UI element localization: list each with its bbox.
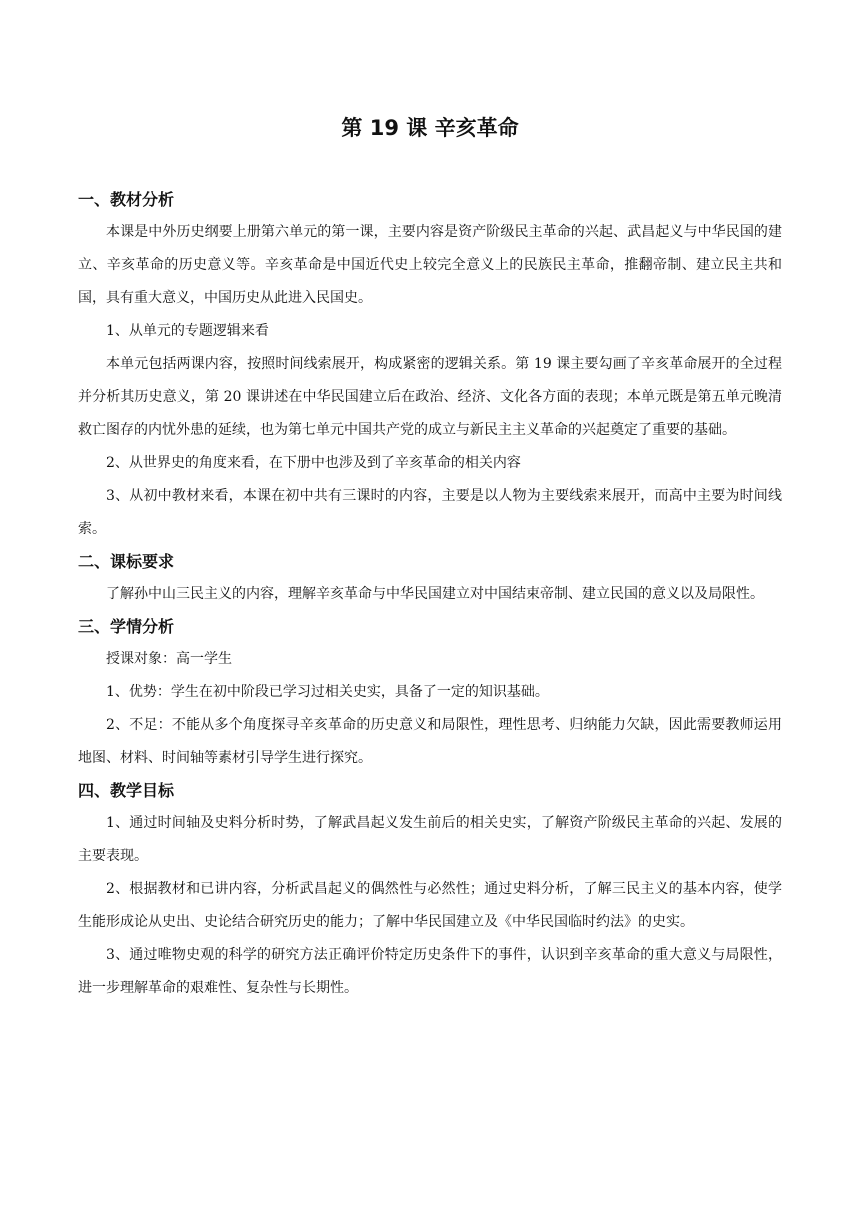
paragraph: 1、优势：学生在初中阶段已学习过相关史实，具备了一定的知识基础。 <box>106 684 549 700</box>
paragraph: 3、从初中教材来看，本课在初中共有三课时的内容，主要是以人物为主要线索来展开，而高中主要为时间线索。 <box>78 488 782 537</box>
section-textbook-analysis <box>78 184 782 546</box>
paragraph: 本课是中外历史纲要上册第六单元的第一课，主要内容是资产阶级民主革命的兴起、武昌起义与中华民国的建立、辛亥革命的历史意义等。辛亥革命是中国近代史上较完全意义上的民族民主革命，推翻帝制、建立民主共和国，具有重大意义，中国历史从此进入民国史。 <box>78 224 782 306</box>
paragraph: 2、根据教材和已讲内容，分析武昌起义的偶然性与必然性；通过史料分析，了解三民主义的基本内容，使学生能形成论从史出、史论结合研究历史的能力；了解中华民国建立及《中华民国临时约法》的史实。 <box>78 881 782 930</box>
section-heading: 二、课标要求 <box>78 552 175 571</box>
section-student-analysis <box>78 611 782 775</box>
section-heading: 一、教材分析 <box>78 190 175 209</box>
section-curriculum-requirements <box>78 546 782 611</box>
paragraph: 3、通过唯物史观的科学的研究方法正确评价特定历史条件下的事件，认识到辛亥革命的重大意义与局限性，进一步理解革命的艰难性、复杂性与长期性。 <box>78 947 782 996</box>
section-teaching-objectives <box>78 775 782 1005</box>
section-heading: 三、学情分析 <box>78 617 175 636</box>
paragraph: 授课对象：高一学生 <box>106 651 232 667</box>
page-title: 第 19 课 辛亥革命 <box>341 116 519 140</box>
paragraph: 1、通过时间轴及史料分析时势，了解武昌起义发生前后的相关史实，了解资产阶级民主革命的兴起、发展的主要表现。 <box>78 815 782 864</box>
document-body <box>78 184 782 1005</box>
paragraph: 本单元包括两课内容，按照时间线索展开，构成紧密的逻辑关系。第 19 课主要勾画了辛亥革命展开的全过程并分析其历史意义，第 20 课讲述在中华民国建立后在政治、经济、文化各方面的表现；本单元既是第五单元晚清救亡图存的内忧外患的延续，也为第七单元中国共产党的成立与新民主主义革命的兴起奠定了重要的基础。 <box>78 356 782 438</box>
section-heading: 四、教学目标 <box>78 781 175 800</box>
paragraph: 了解孙中山三民主义的内容，理解辛亥革命与中华民国建立对中国结束帝制、建立民国的意义以及局限性。 <box>106 586 764 602</box>
paragraph: 2、从世界史的角度来看，在下册中也涉及到了辛亥革命的相关内容 <box>106 455 521 471</box>
paragraph: 1、从单元的专题逻辑来看 <box>106 323 269 339</box>
paragraph: 2、不足：不能从多个角度探寻辛亥革命的历史意义和局限性，理性思考、归纳能力欠缺，因此需要教师运用地图、材料、时间轴等素材引导学生进行探究。 <box>78 717 782 766</box>
